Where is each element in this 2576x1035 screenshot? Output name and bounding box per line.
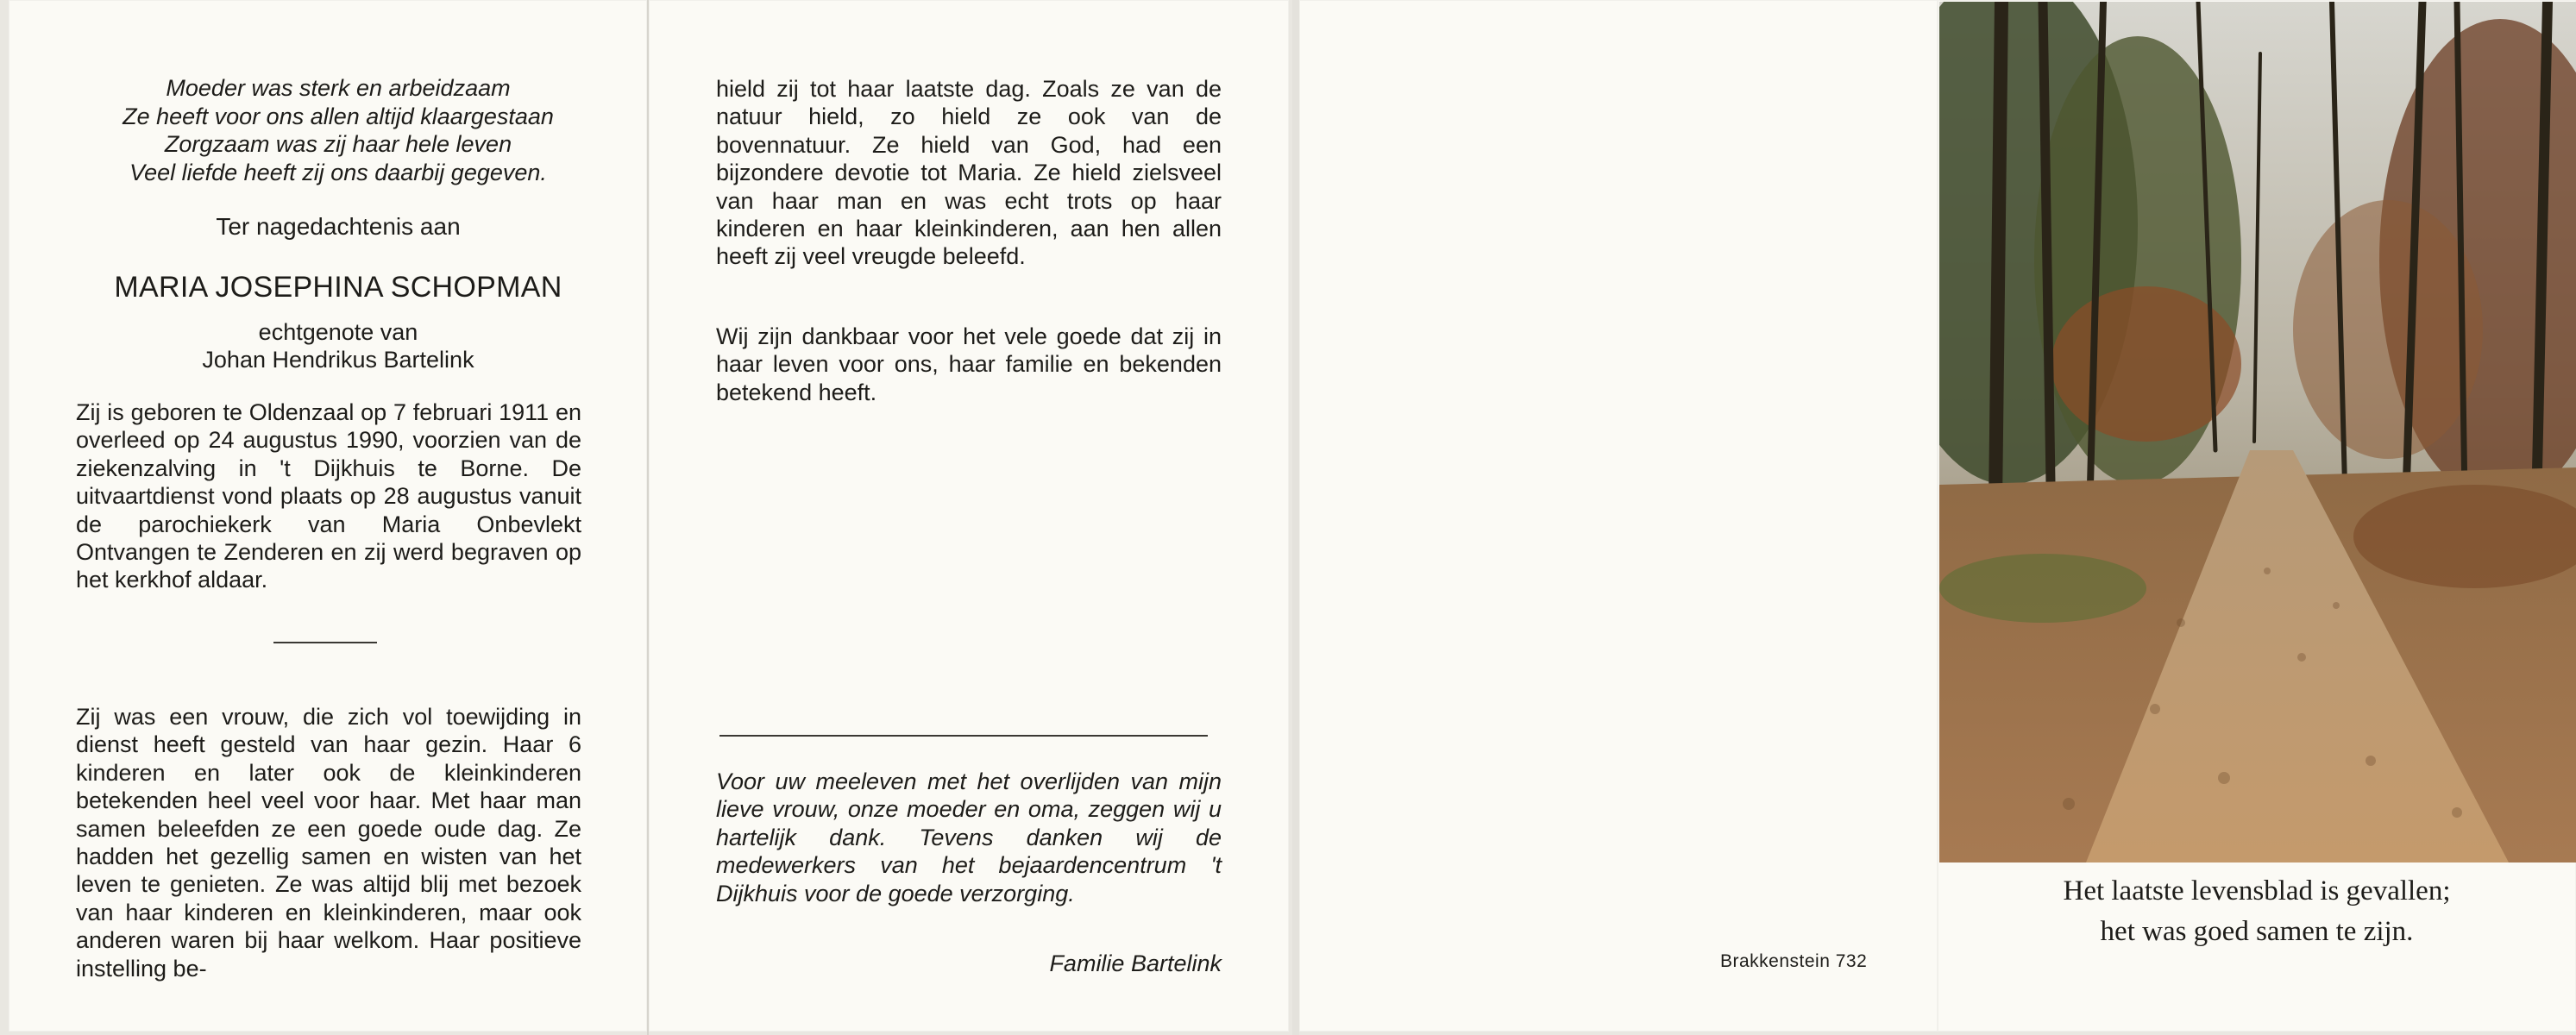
poem-line: Ze heeft voor ons allen altijd klaargestaan xyxy=(123,103,554,129)
life-story-continuation: hield zij tot haar laatste dag. Zoals ze van de natuur hield, zo hield ze ook van de bovennatuur. Ze hield van God, had een bijzondere devotie tot Maria. Ze hield zielsveel van haar man en was echt trots op haar kinderen en haar kleinkinderen, aan hen allen heeft zij veel vreugde beleefd. xyxy=(716,76,1222,270)
autumn-forest-photo xyxy=(1939,2,2576,862)
caption-line: het was goed samen te zijn. xyxy=(2100,916,2414,947)
card-panel-back xyxy=(1299,0,1938,1032)
family-signature: Familie Bartelink xyxy=(1049,950,1222,976)
card-gap xyxy=(1292,0,1299,1035)
deceased-name: MARIA JOSEPHINA SCHOPMAN xyxy=(114,271,562,304)
biography-paragraph: Zij is geboren te Oldenzaal op 7 februari 1911 en overleed op 24 augustus 1990, voorzien van de ziekenzalving in 't Dijkhuis te Borne. De uitvaartdienst vond plaats op 28 augustus vanuit de parochiekerk van Maria Onbevlekt Ontvangen te Zenderen en zij werd begraven op het kerkhof aldaar. xyxy=(76,399,581,593)
divider xyxy=(273,642,377,643)
poem-line: Moeder was sterk en arbeidzaam xyxy=(166,75,511,101)
caption-line: Het laatste levensblad is gevallen; xyxy=(2063,875,2451,906)
gratitude-paragraph: Wij zijn dankbaar voor het vele goede dat zij in haar leven voor ons, haar familie en bekenden betekend heeft. xyxy=(716,323,1222,405)
spouse-label: echtgenote van xyxy=(258,319,418,345)
card-panel-left xyxy=(9,0,647,1032)
thanks-paragraph: Voor uw meeleven met het overlijden van mijn lieve vrouw, onze moeder en oma, zeggen wij u hartelijk dank. Tevens danken wij de medewerkers van het bejaardencentrum 't Dijkhuis voor de goede verzorging. xyxy=(716,768,1222,906)
card-panel-middle xyxy=(649,0,1289,1032)
spouse-name: Johan Hendrikus Bartelink xyxy=(202,347,474,373)
card-panel-front xyxy=(1938,0,2576,1032)
publisher-mark: Brakkenstein 732 xyxy=(1720,951,1868,971)
divider xyxy=(719,735,1208,737)
memory-heading: Ter nagedachtenis aan xyxy=(216,213,461,240)
poem xyxy=(62,74,614,186)
poem-line: Veel liefde heeft zij ons daarbij gegeven. xyxy=(129,159,547,185)
spouse-block xyxy=(62,318,614,373)
cover-caption xyxy=(1938,871,2576,952)
life-story-paragraph: Zij was een vrouw, die zich vol toewijding in dienst heeft gesteld van haar gezin. Haar 6 kinderen en later ook de kleinkinderen betekenden heel veel voor haar. Met haar man samen beleefden ze een goede oude dag. Ze hadden het gezellig samen en wisten van het leven te genieten. Ze was altijd blij met bezoek van haar kinderen en kleinkinderen, maar ook anderen waren bij haar welkom. Haar positieve instelling be- xyxy=(76,704,581,982)
poem-line: Zorgzaam was zij haar hele leven xyxy=(164,131,512,157)
